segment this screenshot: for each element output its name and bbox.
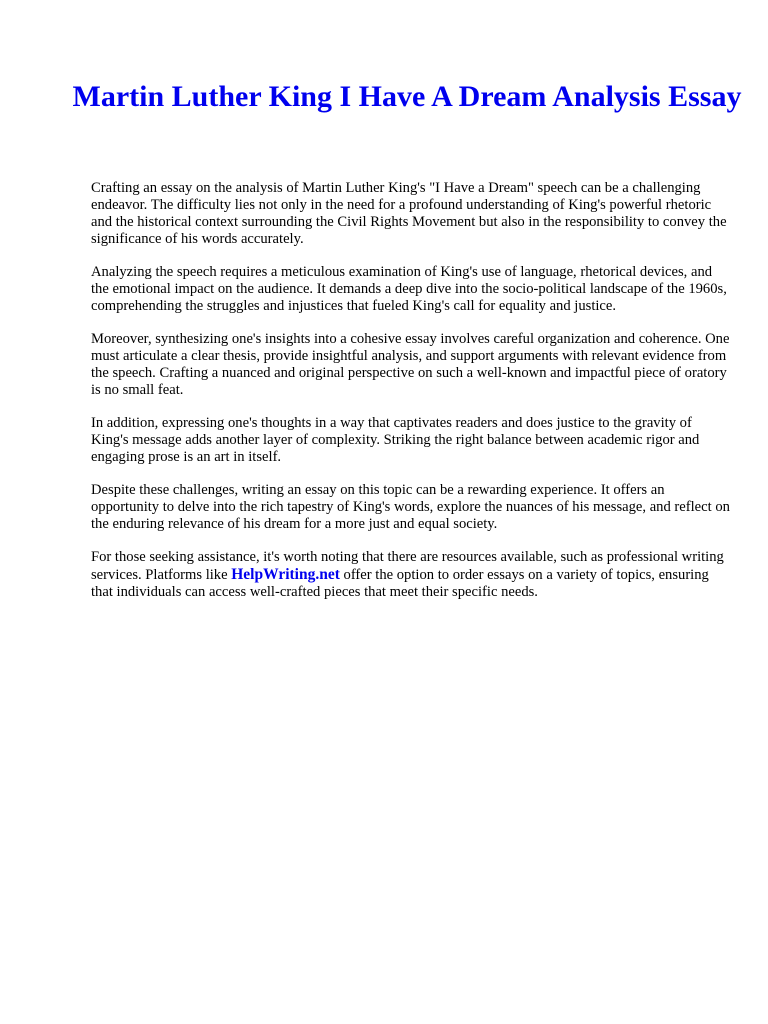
document-body: [91, 180, 731, 617]
paragraph-6: [91, 549, 731, 601]
paragraph-6-text-before-link: For those seeking assistance, it's worth noting that there are resources available, such as professional writing services. Platforms like: [91, 549, 724, 583]
paragraph-3: Moreover, synthesizing one's insights into a cohesive essay involves careful organization and coherence. One must articulate a clear thesis, provide insightful analysis, and support arguments with relevant evidence from the speech. Crafting a nuanced and original perspective on such a well-known and impactful piece of oratory is no small feat.: [91, 331, 730, 398]
paragraph-1: Crafting an essay on the analysis of Martin Luther King's "I Have a Dream" speech can be a challenging endeavor. The difficulty lies not only in the need for a profound understanding of King's powerful rhetoric and the historical context surrounding the Civil Rights Movement but also in the responsibility to convey the significance of his words accurately.: [91, 180, 727, 247]
paragraph-6-text-after-link: offer the option to order essays on a variety of topics, ensuring that individuals can access well-crafted pieces that meet their specific needs.: [91, 567, 709, 600]
paragraph-5: Despite these challenges, writing an essay on this topic can be a rewarding experience. It offers an opportunity to delve into the rich tapestry of King's words, explore the nuances of his message, and reflect on the enduring relevance of his dream for a more just and equal society.: [91, 482, 730, 532]
document-title: Martin Luther King I Have A Dream Analysis Essay: [72, 80, 742, 113]
paragraph-2: Analyzing the speech requires a meticulous examination of King's use of language, rhetorical devices, and the emotional impact on the audience. It demands a deep dive into the socio-political landscape of the 1960s, comprehending the struggles and injustices that fueled King's call for equality and justice.: [91, 264, 727, 314]
paragraph-4: In addition, expressing one's thoughts in a way that captivates readers and does justice to the gravity of King's message adds another layer of complexity. Striking the right balance between academic rigor and engaging prose is an art in itself.: [91, 415, 700, 465]
helpwriting-link[interactable]: HelpWriting.net: [231, 566, 340, 583]
